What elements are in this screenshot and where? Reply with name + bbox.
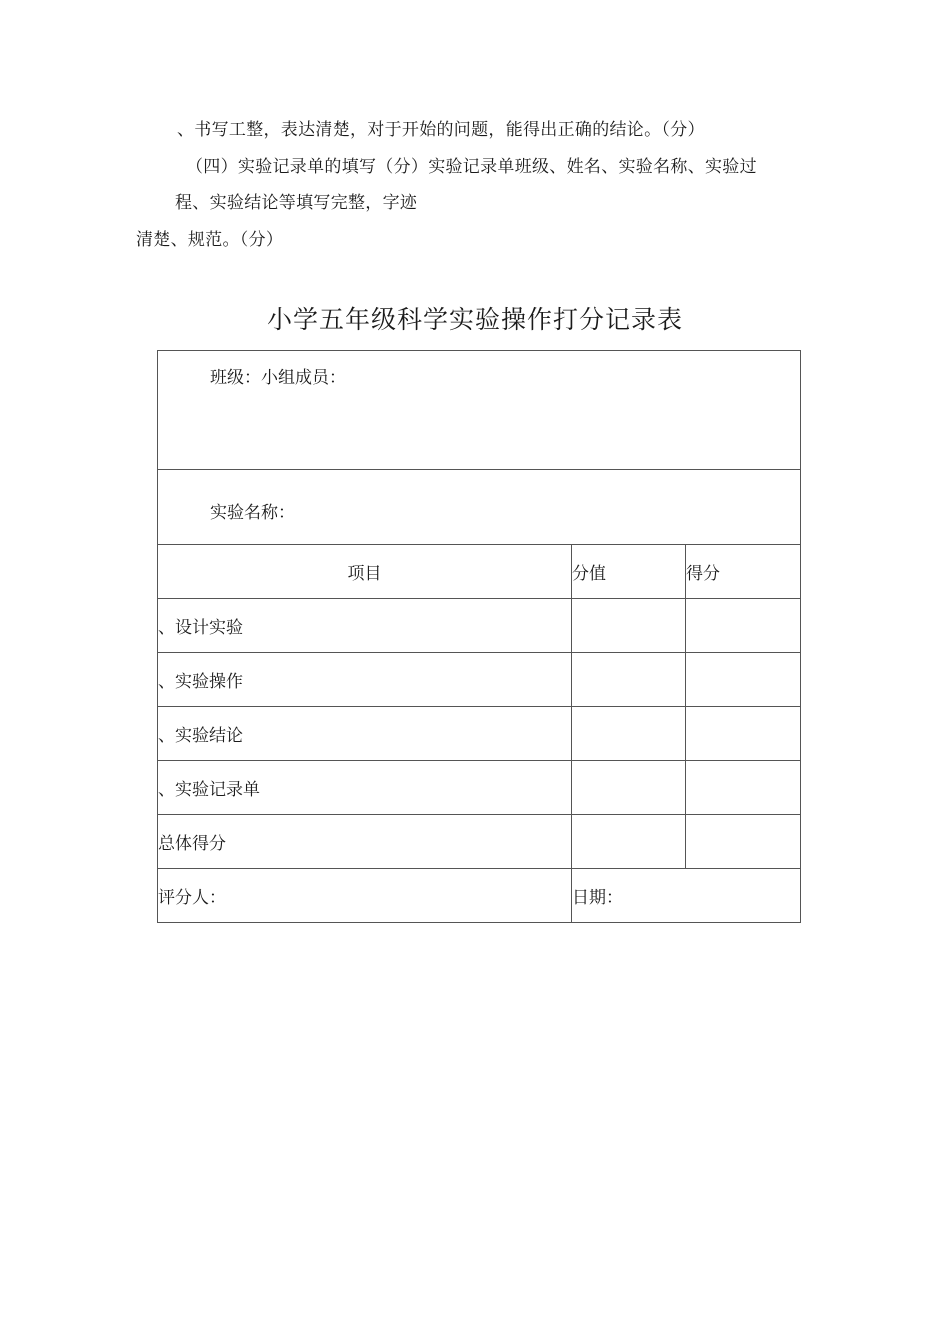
- header-score-obtained: 得分: [686, 545, 801, 599]
- grader-date-row: [158, 869, 801, 923]
- form-title: 小学五年级科学实验操作打分记录表: [266, 305, 683, 334]
- item-label: 、实验记录单: [158, 761, 572, 815]
- score-obtained-cell[interactable]: [686, 761, 801, 815]
- score-value-cell[interactable]: [572, 707, 686, 761]
- experiment-name-row: [158, 470, 801, 545]
- table-row: [158, 761, 801, 815]
- table-row: [158, 599, 801, 653]
- table-row: [158, 653, 801, 707]
- score-value-cell[interactable]: [572, 653, 686, 707]
- total-score-value-cell[interactable]: [572, 815, 686, 869]
- item-label: 、实验操作: [158, 653, 572, 707]
- class-members-label: 班级：小组成员：: [210, 368, 346, 388]
- item-label: 、实验结论: [158, 707, 572, 761]
- paragraph-line-1: 、书写工整，表达清楚，对于开始的问题，能得出正确的结论。（分）: [177, 120, 705, 140]
- experiment-name-label: 实验名称：: [210, 502, 295, 523]
- table-row: [158, 707, 801, 761]
- score-obtained-cell[interactable]: [686, 707, 801, 761]
- total-score-label: 总体得分: [158, 815, 572, 869]
- score-obtained-cell[interactable]: [686, 599, 801, 653]
- header-item: 项目: [158, 545, 572, 599]
- item-label: 、设计实验: [158, 599, 572, 653]
- class-members-row: [158, 351, 801, 470]
- paragraph-line-2: （四）实验记录单的填写（分）实验记录单班级、姓名、实验名称、实验过: [186, 157, 757, 177]
- experiment-name-cell[interactable]: [158, 470, 801, 545]
- paragraph-line-4: 清楚、规范。（分）: [136, 230, 284, 250]
- date-label[interactable]: 日期：: [572, 869, 801, 923]
- score-value-cell[interactable]: [572, 761, 686, 815]
- class-members-cell[interactable]: [158, 351, 801, 470]
- table-header-row: [158, 545, 801, 599]
- score-record-table: [157, 350, 801, 923]
- paragraph-line-3: 程、实验结论等填写完整，字迹: [175, 193, 418, 213]
- total-score-row: [158, 815, 801, 869]
- header-score-value: 分值: [572, 545, 686, 599]
- score-value-cell[interactable]: [572, 599, 686, 653]
- score-obtained-cell[interactable]: [686, 653, 801, 707]
- grader-label[interactable]: 评分人：: [158, 869, 572, 923]
- total-score-obtained-cell[interactable]: [686, 815, 801, 869]
